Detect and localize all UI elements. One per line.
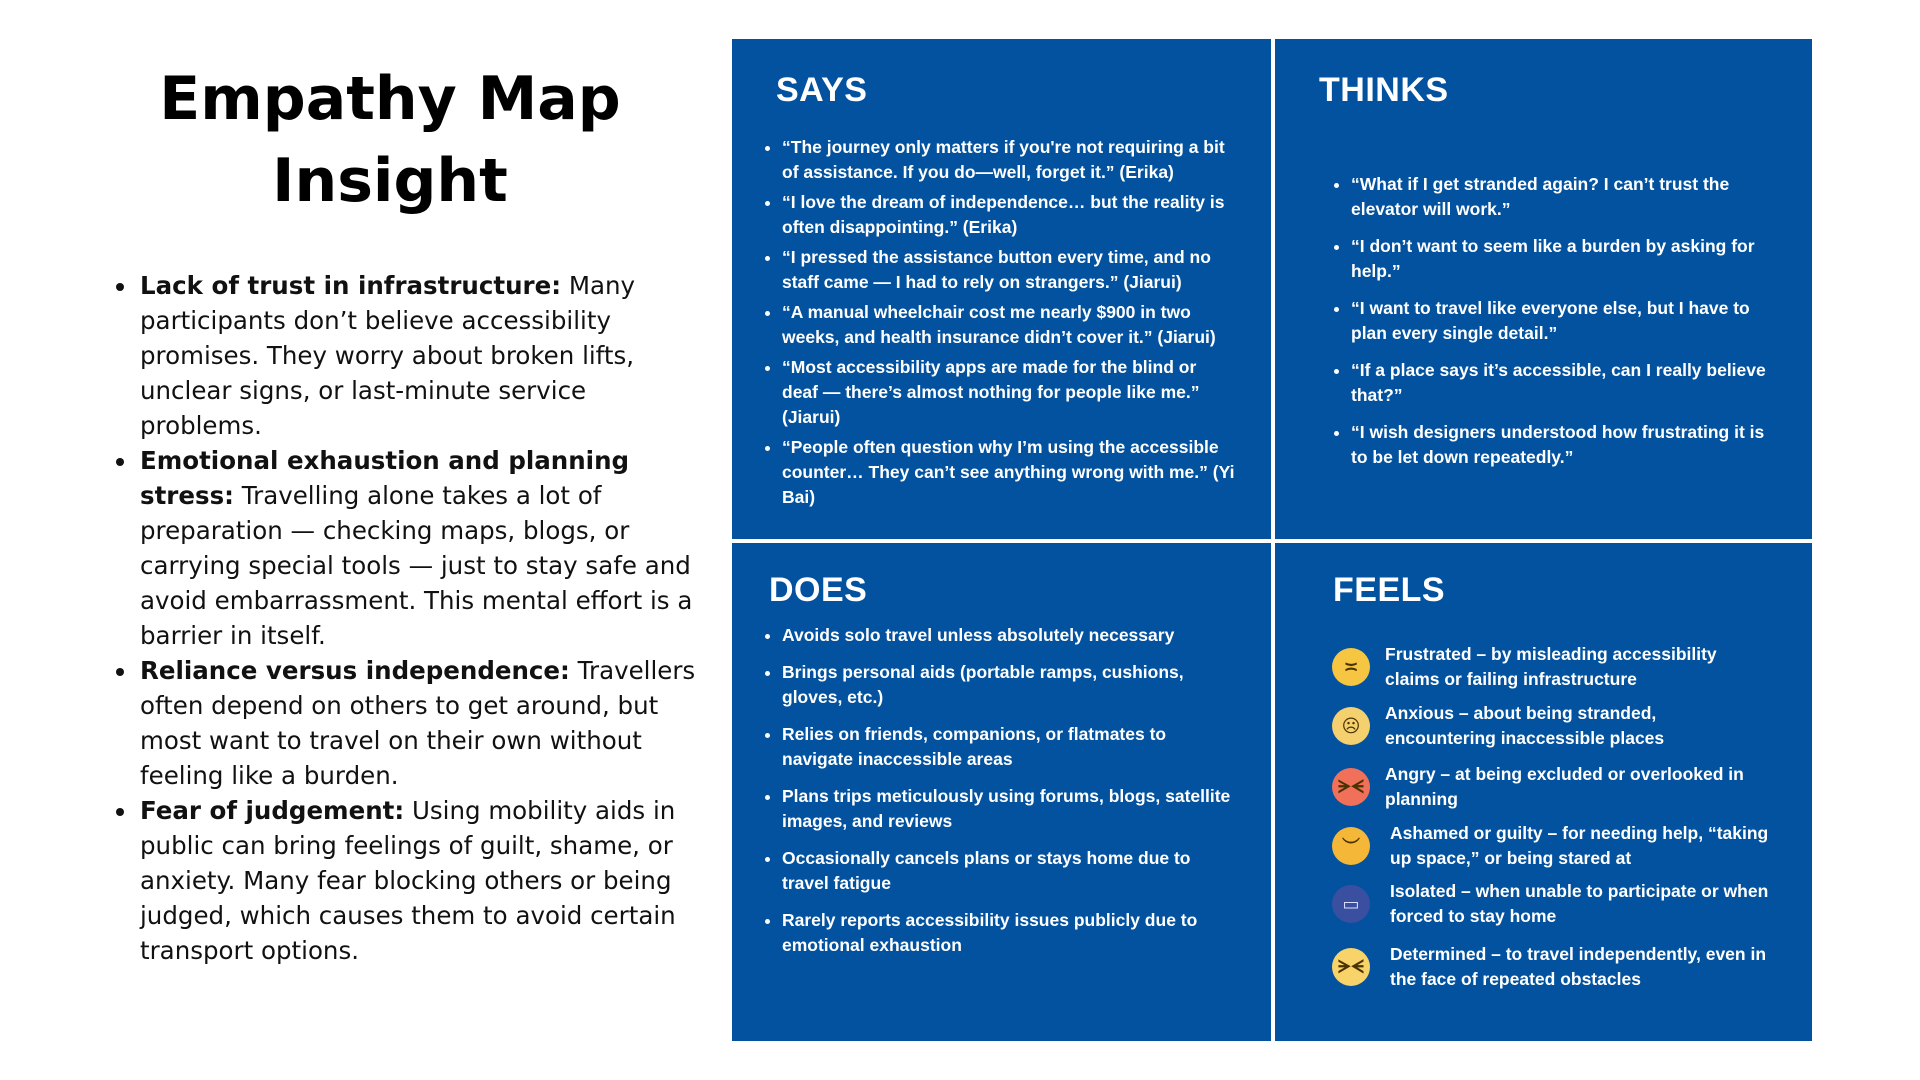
page-title bbox=[110, 58, 670, 222]
insight-item bbox=[138, 268, 708, 443]
insight-text: Travellers often depend on others to get around, but most want to travel on their own without feeling like a burden. bbox=[140, 656, 696, 790]
says-item: • “The journey only matters if you're not requiring a bit of assistance. If you do—well, forget it.” (Erika) bbox=[782, 135, 1237, 185]
thinks-item: • “I wish designers understood how frustrating it is to be let down repeatedly.” bbox=[1351, 420, 1783, 470]
does-item: • Avoids solo travel unless absolutely necessary bbox=[782, 623, 1237, 648]
feels-heading: FEELS bbox=[1333, 571, 1446, 609]
insights-list bbox=[112, 268, 708, 968]
insight-item bbox=[138, 443, 708, 653]
insight-label: Emotional exhaustion and planning stress: bbox=[140, 446, 630, 510]
says-quadrant bbox=[732, 39, 1271, 539]
says-item: • “Most accessibility apps are made for the blind or deaf — there’s almost nothing for people like me.” (Jiarui) bbox=[782, 355, 1237, 430]
page-title-line-2: Insight bbox=[272, 146, 508, 216]
feel-text: Ashamed or guilty – for needing help, “taking up space,” or being stared at bbox=[1390, 823, 1769, 868]
thinks-quadrant bbox=[1275, 39, 1812, 539]
empathy-map-grid bbox=[732, 39, 1812, 1041]
thinks-item: • “If a place says it’s accessible, can I really believe that?” bbox=[1351, 358, 1783, 408]
insight-label: Fear of judgement: bbox=[140, 796, 405, 825]
insight-label: Reliance versus independence: bbox=[140, 656, 570, 685]
isolated-face-icon: ▭ bbox=[1332, 885, 1370, 923]
says-item: • “I pressed the assistance button every time, and no staff came — I had to rely on strangers.” (Jiarui) bbox=[782, 245, 1237, 295]
feel-item bbox=[1332, 701, 1765, 751]
insight-item bbox=[138, 793, 708, 968]
feel-text: Isolated – when unable to participate or when forced to stay home bbox=[1390, 881, 1769, 926]
says-item: • “I love the dream of independence… but the reality is often disappointing.” (Erika) bbox=[782, 190, 1237, 240]
does-quadrant bbox=[732, 543, 1271, 1041]
feels-quadrant bbox=[1275, 543, 1812, 1041]
says-heading: SAYS bbox=[776, 71, 868, 109]
feel-text: Anxious – about being stranded, encountering inaccessible places bbox=[1385, 703, 1665, 748]
insight-text: Many participants don’t believe accessibility promises. They worry about broken lifts, unclear signs, or last-minute service problems. bbox=[140, 271, 636, 440]
does-item: • Brings personal aids (portable ramps, cushions, gloves, etc.) bbox=[782, 660, 1237, 710]
says-item: • “People often question why I’m using the accessible counter… They can’t see anything wrong with me.” (Yi Bai) bbox=[782, 435, 1237, 510]
does-item: • Relies on friends, companions, or flatmates to navigate inaccessible areas bbox=[782, 722, 1237, 772]
feel-item bbox=[1332, 879, 1770, 929]
says-item: • “A manual wheelchair cost me nearly $900 in two weeks, and health insurance didn’t cover it.” (Jiarui) bbox=[782, 300, 1237, 350]
feel-item bbox=[1332, 942, 1770, 992]
insight-item bbox=[138, 653, 708, 793]
does-item: • Plans trips meticulously using forums, blogs, satellite images, and reviews bbox=[782, 784, 1237, 834]
thinks-item: • “I don’t want to seem like a burden by asking for help.” bbox=[1351, 234, 1783, 284]
insight-text: Travelling alone takes a lot of preparation — checking maps, blogs, or carrying special tools — just to stay safe and avoid embarrassment. This mental effort is a barrier in itself. bbox=[140, 481, 693, 650]
thinks-heading: THINKS bbox=[1319, 71, 1449, 109]
angry-face-icon: ᗒᗕ bbox=[1332, 768, 1370, 806]
feel-text: Angry – at being excluded or overlooked in planning bbox=[1385, 764, 1744, 809]
anxious-face-icon: ☹ bbox=[1332, 707, 1370, 745]
says-list bbox=[764, 135, 1237, 510]
determined-face-icon: ᗒᗕ bbox=[1332, 948, 1370, 986]
feel-item bbox=[1332, 642, 1765, 692]
insight-label: Lack of trust in infrastructure: bbox=[140, 271, 562, 300]
frustrated-face-icon: ≍ bbox=[1332, 648, 1370, 686]
feel-text: Frustrated – by misleading accessibility claims or failing infrastructure bbox=[1385, 644, 1717, 689]
insight-text: Using mobility aids in public can bring feelings of guilt, shame, or anxiety. Many fear blocking others or being judged, which causes them to avoid certain transport options. bbox=[140, 796, 676, 965]
thinks-list bbox=[1333, 172, 1783, 470]
feel-text: Determined – to travel independently, even in the face of repeated obstacles bbox=[1390, 944, 1767, 989]
feel-item bbox=[1332, 762, 1765, 812]
does-item: • Occasionally cancels plans or stays home due to travel fatigue bbox=[782, 846, 1237, 896]
thinks-item: • “What if I get stranded again? I can’t trust the elevator will work.” bbox=[1351, 172, 1783, 222]
does-heading: DOES bbox=[769, 571, 868, 609]
page-title-line-1: Empathy Map bbox=[159, 64, 621, 134]
thinks-item: • “I want to travel like everyone else, but I have to plan every single detail.” bbox=[1351, 296, 1783, 346]
does-list bbox=[764, 623, 1237, 958]
ashamed-face-icon: ︶ bbox=[1332, 827, 1370, 865]
does-item: • Rarely reports accessibility issues publicly due to emotional exhaustion bbox=[782, 908, 1237, 958]
feel-item bbox=[1332, 821, 1770, 871]
